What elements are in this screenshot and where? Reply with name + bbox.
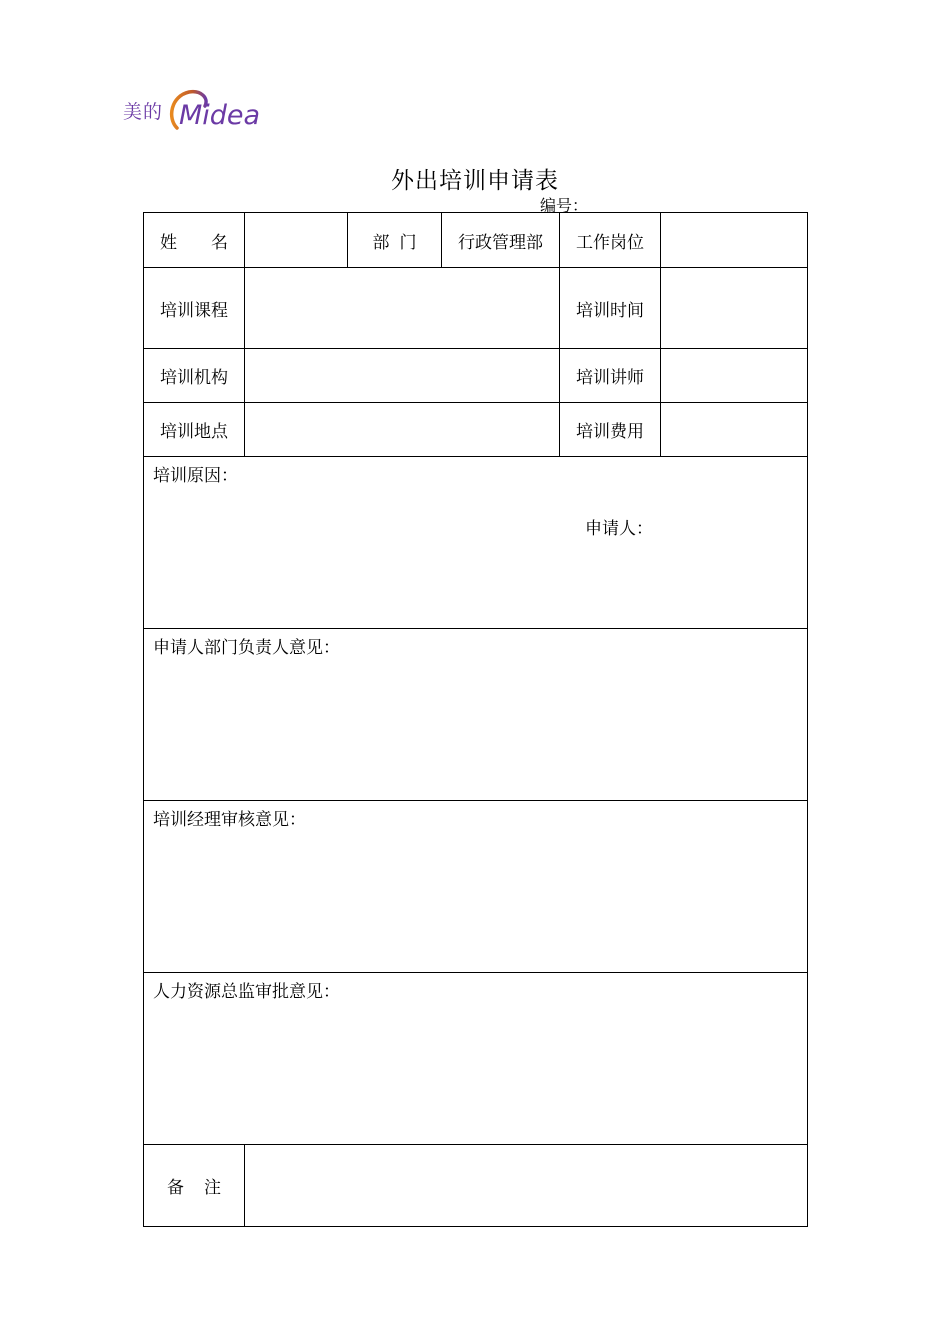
place-value-cell[interactable] <box>245 403 560 457</box>
hr-director-label: 人力资源总监审批意见： <box>153 982 340 1002</box>
table-row-training-manager <box>144 801 808 973</box>
time-value-cell[interactable] <box>661 268 808 349</box>
dept-label-first: 部 <box>372 232 390 253</box>
company-logo <box>123 88 317 132</box>
name-value-cell[interactable] <box>245 213 348 268</box>
org-label-cell: 培训机构 <box>144 349 245 403</box>
dept-label-second: 门 <box>399 232 417 253</box>
logo-english-text: Midea <box>179 100 261 131</box>
table-row-place <box>144 403 808 457</box>
dept-head-section[interactable] <box>144 629 808 801</box>
logo-chinese-text: 美的 <box>123 100 164 123</box>
table-row-reason <box>144 457 808 629</box>
table-row-remark <box>144 1145 808 1227</box>
table-row-hr-director <box>144 973 808 1145</box>
hr-director-section[interactable] <box>144 973 808 1145</box>
dept-label-cell <box>348 213 442 268</box>
remark-label-second: 注 <box>204 1178 221 1198</box>
dept-value-cell[interactable]: 行政管理部 <box>442 213 560 268</box>
position-label-cell: 工作岗位 <box>560 213 661 268</box>
lecturer-value-cell[interactable] <box>661 349 808 403</box>
lecturer-label-cell: 培训讲师 <box>560 349 661 403</box>
remark-label-cell <box>144 1145 245 1227</box>
time-label-cell: 培训时间 <box>560 268 661 349</box>
course-label-cell: 培训课程 <box>144 268 245 349</box>
table-row-basic-info <box>144 213 808 268</box>
place-label-cell: 培训地点 <box>144 403 245 457</box>
remark-value-cell[interactable] <box>245 1145 808 1227</box>
table-row-org <box>144 349 808 403</box>
name-label-second: 名 <box>211 232 228 253</box>
training-manager-section[interactable] <box>144 801 808 973</box>
form-title: 外出培训申请表 <box>391 168 559 194</box>
name-label-cell <box>144 213 245 268</box>
remark-label-first: 备 <box>167 1178 184 1198</box>
org-value-cell[interactable] <box>245 349 560 403</box>
midea-logo-svg <box>167 88 317 132</box>
course-value-cell[interactable] <box>245 268 560 349</box>
training-manager-label: 培训经理审核意见： <box>153 810 306 830</box>
midea-logo-mark <box>167 88 317 132</box>
table-row-dept-head <box>144 629 808 801</box>
training-application-table <box>143 212 808 1227</box>
table-row-course <box>144 268 808 349</box>
dept-head-label: 申请人部门负责人意见： <box>153 638 340 658</box>
reason-label: 培训原因： <box>153 466 238 486</box>
cost-label-cell: 培训费用 <box>560 403 661 457</box>
position-value-cell[interactable] <box>661 213 808 268</box>
cost-value-cell[interactable] <box>661 403 808 457</box>
applicant-label: 申请人： <box>585 519 653 539</box>
name-label-first: 姓 <box>160 232 177 253</box>
reason-section[interactable] <box>144 457 808 629</box>
form-number-label: 编号： <box>540 196 589 215</box>
